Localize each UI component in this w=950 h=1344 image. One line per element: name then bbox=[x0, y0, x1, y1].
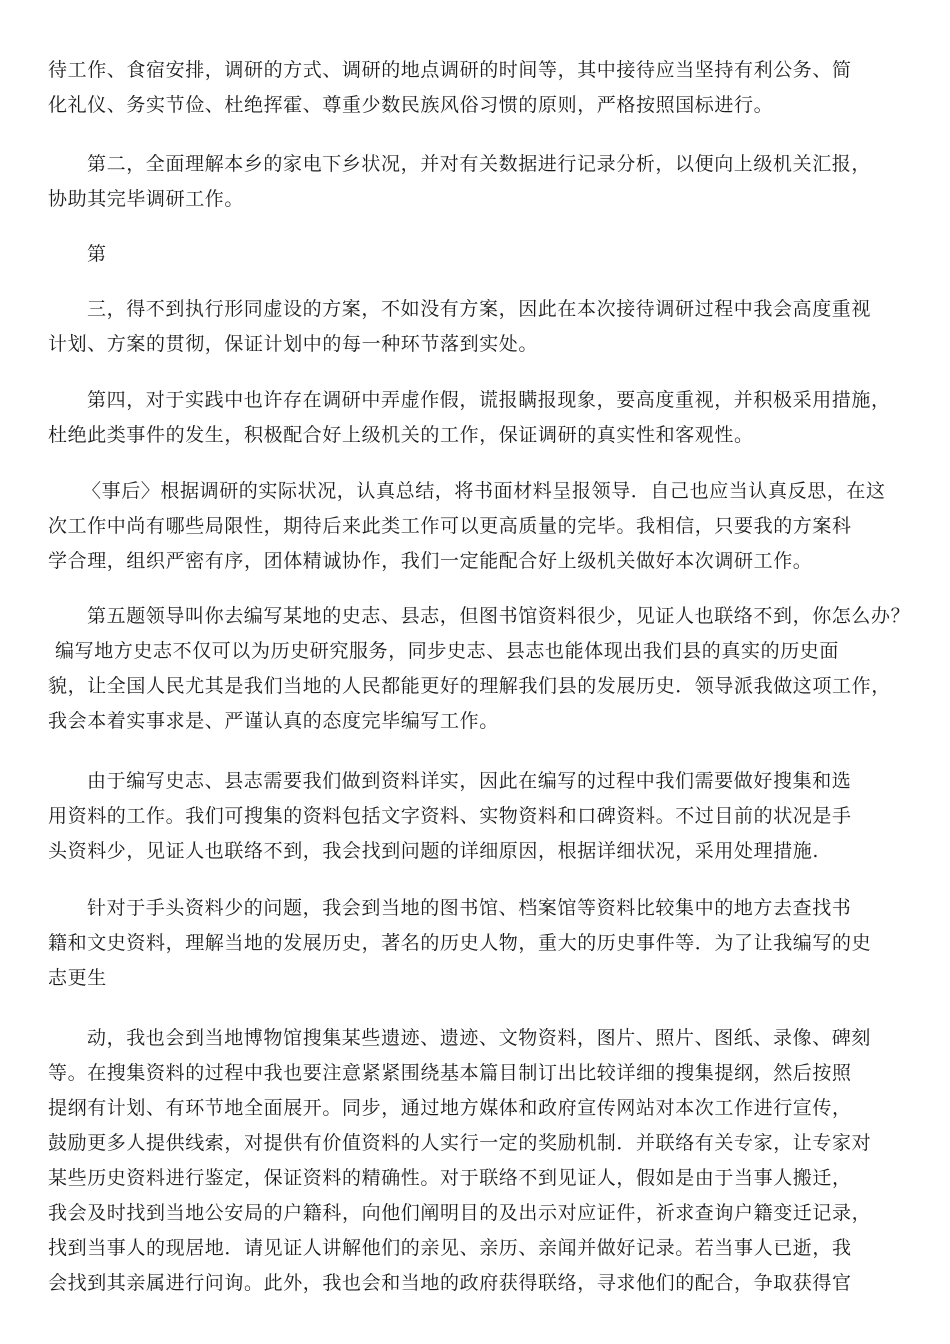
text-line: 动，我也会到当地博物馆搜集某些遗迹、遗迹、文物资料，图片、照片、图纸、录像、碑刻 bbox=[87, 1027, 872, 1049]
text-line: 等。在搜集资料的过程中我也要注意紧紧围绕基本篇目制订出比较详细的搜集提纲，然后按照 bbox=[48, 1062, 852, 1084]
text-line: 第 bbox=[87, 243, 107, 265]
text-line: 编写地方史志不仅可以为历史研究服务，同步史志、县志也能体现出我们县的真实的历史面 bbox=[55, 640, 840, 662]
text-line: 化礼仪、务实节俭、杜绝挥霍、尊重少数民族风俗习惯的原则，严格按照国标进行。 bbox=[48, 94, 774, 116]
text-line: 第五题领导叫你去编写某地的史志、县志，但图书馆资料很少，见证人也联络不到，你怎么办？ bbox=[87, 605, 911, 627]
text-line: 由于编写史志、县志需要我们做到资料详实，因此在编写的过程中我们需要做好搜集和选 bbox=[87, 770, 852, 792]
text-line: 会找到其亲属进行问询。此外，我也会和当地的政府获得联络，寻求他们的配合，争取获得官 bbox=[48, 1272, 852, 1294]
text-line: 鼓励更多人提供线索，对提供有价值资料的人实行一定的奖励机制．并联络有关专家，让专家对 bbox=[48, 1132, 872, 1154]
text-line: 第四，对于实践中也许存在调研中弄虚作假，谎报瞒报现象，要高度重视，并积极采用措施， bbox=[87, 389, 891, 411]
text-line: 学合理，组织严密有序，团体精诚协作，我们一定能配合好上级机关做好本次调研工作。 bbox=[48, 550, 813, 572]
text-line: 〈事后〉根据调研的实际状况，认真总结，将书面材料呈报领导．自己也应当认真反思，在这 bbox=[82, 480, 886, 502]
text-line: 籍和文史资料，理解当地的发展历史，著名的历史人物，重大的历史事件等．为了让我编写的史 bbox=[48, 932, 872, 954]
text-line: 计划、方案的贯彻，保证计划中的每一种环节落到实处。 bbox=[48, 333, 539, 355]
text-line: 协助其完毕调研工作。 bbox=[48, 188, 245, 210]
text-line: 用资料的工作。我们可搜集的资料包括文字资料、实物资料和口碑资料。不过目前的状况是手 bbox=[48, 805, 852, 827]
text-line: 头资料少，见证人也联络不到，我会找到问题的详细原因，根据详细状况，采用处理措施. bbox=[48, 840, 820, 862]
text-line: 针对于手头资料少的问题，我会到当地的图书馆、档案馆等资料比较集中的地方去查找书 bbox=[87, 897, 852, 919]
text-line: 三，得不到执行形同虚设的方案，不如没有方案，因此在本次接待调研过程中我会高度重视 bbox=[87, 298, 872, 320]
text-line: 第二，全面理解本乡的家电下乡状况，并对有关数据进行记录分析，以便向上级机关汇报， bbox=[87, 153, 872, 175]
text-line: 找到当事人的现居地．请见证人讲解他们的亲见、亲历、亲闻并做好记录。若当事人已逝，我 bbox=[48, 1237, 852, 1259]
text-line: 某些历史资料进行鉴定，保证资料的精确性。对于联络不到见证人，假如是由于当事人搬迁， bbox=[48, 1167, 852, 1189]
text-line: 志更生 bbox=[48, 967, 107, 989]
text-line: 杜绝此类事件的发生，积极配合好上级机关的工作，保证调研的真实性和客观性。 bbox=[48, 424, 754, 446]
text-line: 提纲有计划、有环节地全面展开。同步，通过地方媒体和政府宣传网站对本次工作进行宣传， bbox=[48, 1097, 852, 1119]
text-line: 我会本着实事求是、严谨认真的态度完毕编写工作。 bbox=[48, 710, 499, 732]
text-line: 待工作、食宿安排，调研的方式、调研的地点调研的时间等，其中接待应当坚持有利公务、简 bbox=[48, 59, 852, 81]
text-line: 貌，让全国人民尤其是我们当地的人民都能更好的理解我们县的发展历史．领导派我做这项工作， bbox=[48, 675, 891, 697]
text-line: 次工作中尚有哪些局限性，期待后来此类工作可以更高质量的完毕。我相信，只要我的方案科 bbox=[48, 515, 852, 537]
text-line: 我会及时找到当地公安局的户籍科，向他们阐明目的及出示对应证件，祈求查询户籍变迁记录， bbox=[48, 1202, 872, 1224]
